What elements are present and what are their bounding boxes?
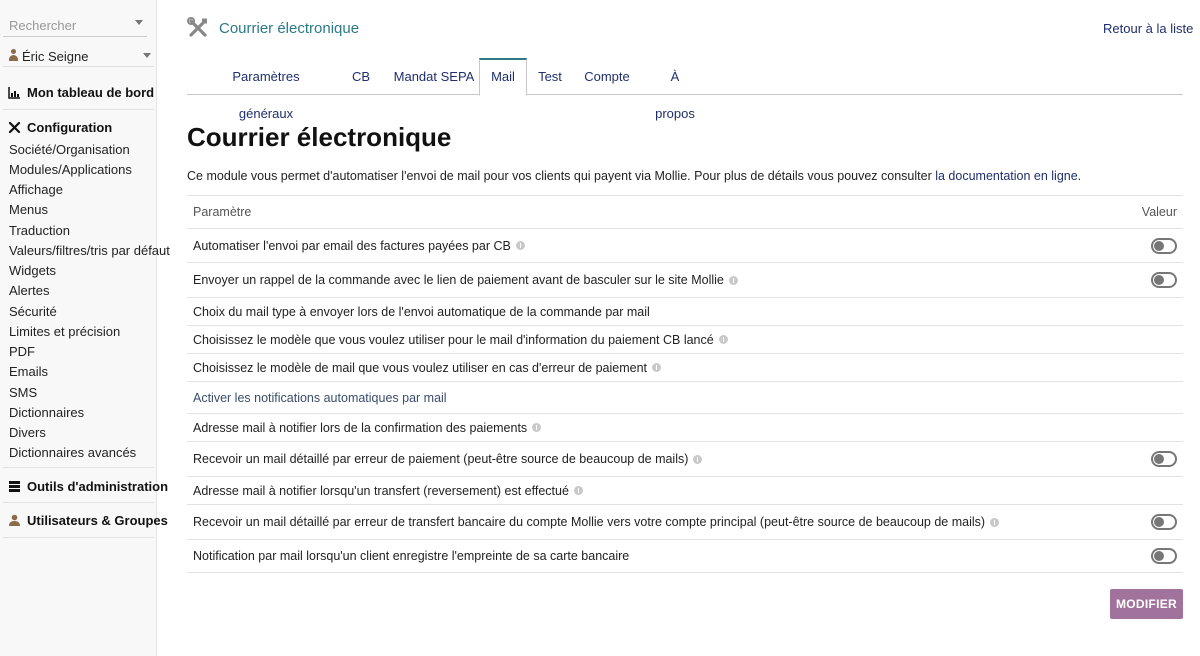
table-row <box>187 413 1183 441</box>
column-header-value: Valeur <box>1141 205 1177 219</box>
sidebar-item-admin-tools[interactable] <box>8 476 169 496</box>
search-placeholder: Rechercher <box>9 18 77 33</box>
tools-icon <box>8 121 21 134</box>
table-header <box>187 195 1183 228</box>
sidebar-subitem[interactable]: Menus <box>9 202 49 217</box>
sidebar-subitem[interactable]: Widgets <box>9 263 56 278</box>
sidebar-item-label: Outils d'administration <box>27 478 169 494</box>
search-input[interactable] <box>3 11 147 37</box>
table-row <box>187 228 1183 262</box>
row-label: Choisissez le modèle que vous voulez utiliser pour le mail d'information du paiement CB lancé <box>193 332 714 347</box>
sidebar-subitem[interactable]: Valeurs/filtres/tris par défaut <box>9 243 170 258</box>
chevron-down-icon[interactable] <box>143 53 151 58</box>
table-row <box>187 476 1183 504</box>
chart-icon <box>8 86 21 99</box>
row-label: Recevoir un mail détaillé par erreur de transfert bancaire du compte Mollie vers votre compte principal (peut-être source de beaucoup de mails) <box>193 515 986 529</box>
sidebar-item-configuration[interactable] <box>8 117 149 137</box>
user-name: Éric Seigne <box>22 49 89 64</box>
tab-general-settings[interactable]: Paramètres généraux <box>232 69 300 121</box>
sidebar-subitem[interactable]: Dictionnaires avancés <box>9 445 137 460</box>
back-to-list-link[interactable]: Retour à la liste <box>1103 21 1194 36</box>
user-icon <box>8 49 19 61</box>
sidebar-item-label: Mon tableau de bord <box>27 84 155 100</box>
user-icon <box>8 514 21 527</box>
toggle-switch[interactable] <box>1151 238 1177 254</box>
row-label: Envoyer un rappel de la commande avec le lien de paiement avant de basculer sur le site Mollie <box>193 273 724 287</box>
sidebar-subitem[interactable]: Sécurité <box>9 304 57 319</box>
sidebar-subitem[interactable]: Alertes <box>9 283 50 298</box>
info-icon[interactable] <box>532 423 541 432</box>
tab-bar <box>187 58 1183 121</box>
sidebar-subitem[interactable]: Limites et précision <box>9 324 121 339</box>
sidebar-subitem[interactable]: Emails <box>9 364 49 379</box>
info-icon[interactable] <box>729 276 738 285</box>
toggle-switch[interactable] <box>1151 272 1177 288</box>
row-label: Notification par mail lorsqu'un client enregistre l'empreinte de sa carte bancaire <box>193 549 630 563</box>
section-row <box>187 381 1183 413</box>
tab-cb[interactable]: CB <box>351 69 371 84</box>
sidebar-subitem[interactable]: Affichage <box>9 182 63 197</box>
section-label: Activer les notifications automatiques par mail <box>193 390 447 405</box>
sidebar-subitem[interactable]: Traduction <box>9 223 70 238</box>
header-title: Courrier électronique <box>219 20 360 37</box>
table-row <box>187 539 1183 573</box>
sidebar <box>0 0 170 656</box>
table-row <box>187 353 1183 381</box>
sidebar-item-label: Configuration <box>27 119 113 135</box>
info-icon[interactable] <box>652 363 661 372</box>
row-label: Adresse mail à notifier lorsqu'un transfert (reversement) est effectué <box>193 483 569 498</box>
modify-button[interactable]: MODIFIER <box>1110 589 1183 619</box>
intro-text <box>187 169 1081 183</box>
sidebar-item-dashboard[interactable] <box>8 82 155 102</box>
table-row <box>187 325 1183 353</box>
row-label: Choisissez le modèle de mail que vous voulez utiliser en cas d'erreur de paiement <box>193 360 648 375</box>
chevron-down-icon[interactable] <box>135 20 143 25</box>
server-icon <box>8 480 21 493</box>
settings-table <box>187 195 1183 573</box>
info-icon[interactable] <box>719 335 728 344</box>
sidebar-subitem[interactable]: Divers <box>9 425 46 440</box>
toggle-switch[interactable] <box>1151 451 1177 467</box>
tab-sepa-mandate[interactable]: Mandat SEPA <box>393 69 475 84</box>
table-row <box>187 504 1183 539</box>
info-icon[interactable] <box>574 486 583 495</box>
sidebar-item-users-groups[interactable] <box>8 510 168 530</box>
sidebar-subitem[interactable]: Modules/Applications <box>9 162 132 177</box>
row-label: Recevoir un mail détaillé par erreur de paiement (peut-être source de beaucoup de mails) <box>193 452 689 466</box>
intro-body: Ce module vous permet d'automatiser l'envoi de mail pour vos clients qui payent via Mollie. Pour plus de détails vous pouvez consulter <box>187 169 936 183</box>
tab-account[interactable]: Compte <box>584 69 630 84</box>
documentation-link[interactable]: la documentation en ligne. <box>935 169 1082 183</box>
info-icon[interactable] <box>693 455 702 464</box>
table-row <box>187 441 1183 476</box>
toggle-switch[interactable] <box>1151 514 1177 530</box>
info-icon[interactable] <box>990 518 999 527</box>
table-row <box>187 262 1183 297</box>
row-label: Adresse mail à notifier lors de la confirmation des paiements <box>193 420 528 435</box>
sidebar-subitem[interactable]: Dictionnaires <box>9 405 85 420</box>
tab-mail[interactable]: Mail <box>479 58 527 96</box>
sidebar-subitem[interactable]: SMS <box>9 385 38 400</box>
page-title: Courrier électronique <box>187 122 452 152</box>
row-label: Choix du mail type à envoyer lors de l'envoi automatique de la commande par mail <box>193 304 650 319</box>
table-row <box>187 297 1183 325</box>
tab-test[interactable]: Test <box>538 69 562 84</box>
column-header-parameter: Paramètre <box>193 205 252 219</box>
sidebar-subitem[interactable]: PDF <box>9 344 35 359</box>
row-label: Automatiser l'envoi par email des factures payées par CB <box>193 238 511 253</box>
info-icon[interactable] <box>516 241 525 250</box>
tab-about[interactable]: À propos <box>655 69 695 121</box>
toggle-switch[interactable] <box>1151 548 1177 564</box>
tools-icon <box>187 17 209 39</box>
sidebar-item-label: Utilisateurs & Groupes <box>27 512 168 528</box>
user-menu[interactable] <box>3 42 154 67</box>
sidebar-subitem[interactable]: Société/Organisation <box>9 142 130 157</box>
